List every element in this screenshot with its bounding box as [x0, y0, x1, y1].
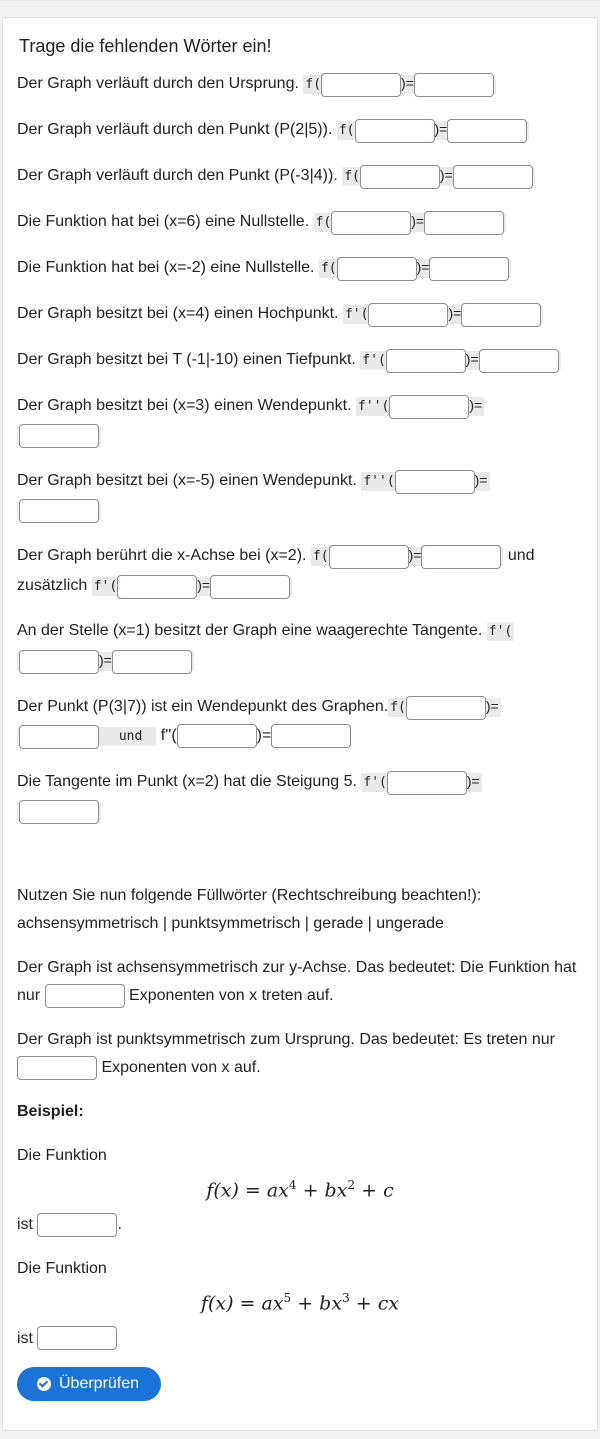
answer-input[interactable]: [19, 499, 99, 523]
answer-input[interactable]: [414, 73, 494, 97]
answer-input[interactable]: [37, 1326, 117, 1350]
question-text: Der Graph verläuft durch den Punkt (P(2|5)).: [17, 121, 333, 138]
function-code: f''( )=: [356, 397, 484, 416]
question-text: Der Punkt (P(3|7)) ist ein Wendepunkt des Graphen.: [17, 698, 389, 715]
answer-input[interactable]: [387, 771, 467, 795]
answer-input[interactable]: [271, 724, 351, 748]
answer-input[interactable]: [37, 1213, 117, 1237]
answer-input[interactable]: [360, 165, 440, 189]
question-row: [17, 207, 583, 237]
question-row: [17, 115, 583, 145]
answer-input[interactable]: [453, 165, 533, 189]
spacer: [17, 842, 583, 882]
fill-words-intro: Nutzen Sie nun folgende Füllwörter (Rechtschreibung beachten!): achsensymmetrisch | punktsymmetrisch | gerade | ungerade: [17, 887, 482, 932]
answer-input[interactable]: [19, 725, 99, 749]
answer-input[interactable]: [461, 303, 541, 327]
question-row: [17, 541, 583, 601]
answer-input[interactable]: [447, 119, 527, 143]
function-code-continued: [17, 501, 101, 520]
question-row: [17, 767, 583, 826]
symmetry-point-sentence: Der Graph ist punktsymmetrisch zum Ursprung. Das bedeutet: Es treten nur Exponenten von x auf.: [17, 1026, 583, 1082]
answer-input[interactable]: [389, 395, 469, 419]
second-function: f''( )=: [161, 727, 352, 744]
question-row: [17, 617, 583, 676]
answer-input[interactable]: [329, 545, 409, 569]
formula-1: $f(x) = ax^4 + bx^2 + c$: [206, 1178, 394, 1202]
function-code: f( )=: [303, 75, 496, 94]
answer-input[interactable]: [117, 575, 197, 599]
question-row: [17, 69, 583, 99]
question-text: Der Graph besitzt bei T (-1|-10) einen Tiefpunkt.: [17, 351, 356, 368]
function-code: f'( )=: [361, 773, 481, 792]
is-sentence-2: ist: [17, 1325, 583, 1353]
answer-input[interactable]: [19, 800, 99, 824]
answer-input[interactable]: [112, 650, 192, 674]
exercise-panel: [2, 17, 598, 1431]
function-label-2: Die Funktion: [17, 1260, 107, 1278]
function-code-2: f'( )=: [92, 577, 292, 596]
example-heading: Beispiel:: [17, 1103, 84, 1120]
question-row: [17, 466, 583, 525]
question-row: [17, 161, 583, 191]
answer-input[interactable]: [19, 424, 99, 448]
question-text: Der Graph besitzt bei (x=3) einen Wendepunkt.: [17, 397, 352, 414]
answer-input[interactable]: [17, 1056, 97, 1080]
function-code: f'( )=: [343, 305, 543, 324]
formula-2: $f(x) = ax^5 + bx^3$ + cx: [200, 1291, 400, 1315]
answer-input[interactable]: [406, 696, 486, 720]
function-code: f( )=: [337, 121, 530, 140]
check-button[interactable]: [17, 1367, 161, 1401]
question-row: [17, 253, 583, 283]
question-text: Der Graph verläuft durch den Punkt (P(-3|4)).: [17, 167, 338, 184]
question-text: Die Tangente im Punkt (x=2) hat die Steigung 5.: [17, 773, 357, 790]
function-code-continued: und: [17, 727, 156, 746]
function-label-1: Die Funktion: [17, 1147, 107, 1164]
answer-input[interactable]: [424, 211, 504, 235]
exercise-title: Trage die fehlenden Wörter ein!: [19, 36, 272, 56]
question-row: [17, 391, 583, 450]
answer-input[interactable]: [19, 650, 99, 674]
symmetry-axis-sentence: Der Graph ist achsensymmetrisch zur y-Achse. Das bedeutet: Die Funktion hat nur Exponenten von x treten auf.: [17, 954, 583, 1010]
function-code-continued: [17, 802, 101, 821]
function-code: f( )=: [314, 213, 507, 232]
function-code: f( )=: [342, 167, 535, 186]
answer-input[interactable]: [355, 119, 435, 143]
function-code-continued: [17, 426, 101, 445]
function-code: f'(: [488, 624, 513, 639]
question-text: Der Graph besitzt bei (x=4) einen Hochpunkt.: [17, 305, 339, 322]
question-text: Der Graph besitzt bei (x=-5) einen Wendepunkt.: [17, 472, 357, 489]
fill-words-list: achsensymmetrisch | punktsymmetrisch | gerade | ungerade: [17, 915, 444, 932]
answer-input[interactable]: [429, 257, 509, 281]
question-row: [17, 299, 583, 329]
top-divider: [0, 0, 600, 1]
answer-input[interactable]: [331, 211, 411, 235]
answer-input[interactable]: [368, 303, 448, 327]
function-code: f( )=: [319, 259, 512, 278]
answer-input[interactable]: [421, 545, 501, 569]
question-text-2: zusätzlich: [17, 577, 88, 594]
question-row: [17, 345, 583, 375]
question-text: Die Funktion hat bei (x=6) eine Nullstelle.: [17, 213, 310, 230]
answer-input[interactable]: [395, 470, 475, 494]
check-icon: [37, 1377, 51, 1391]
question-text: Der Graph verläuft durch den Ursprung.: [17, 75, 299, 92]
function-code: f''( )=: [361, 472, 489, 491]
check-button-label: Überprüfen: [59, 1374, 140, 1392]
question-row: [17, 692, 583, 751]
function-code: f'( )=: [360, 351, 560, 370]
answer-input[interactable]: [386, 349, 466, 373]
answer-input[interactable]: [479, 349, 559, 373]
question-text: Der Graph berührt die x-Achse bei (x=2).: [17, 547, 307, 564]
function-code: f( )=: [311, 547, 504, 566]
answer-input[interactable]: [45, 984, 125, 1008]
answer-input[interactable]: [210, 575, 290, 599]
answer-input[interactable]: [177, 724, 257, 748]
and-text: und: [507, 547, 535, 564]
answer-input[interactable]: [321, 73, 401, 97]
function-code: f( )=: [388, 698, 501, 717]
function-code-continued: )=: [17, 652, 194, 671]
question-text: Die Funktion hat bei (x=-2) eine Nullstelle.: [17, 259, 315, 276]
is-sentence-1: ist .: [17, 1211, 583, 1239]
question-text: An der Stelle (x=1) besitzt der Graph eine waagerechte Tangente.: [17, 622, 483, 639]
answer-input[interactable]: [337, 257, 417, 281]
